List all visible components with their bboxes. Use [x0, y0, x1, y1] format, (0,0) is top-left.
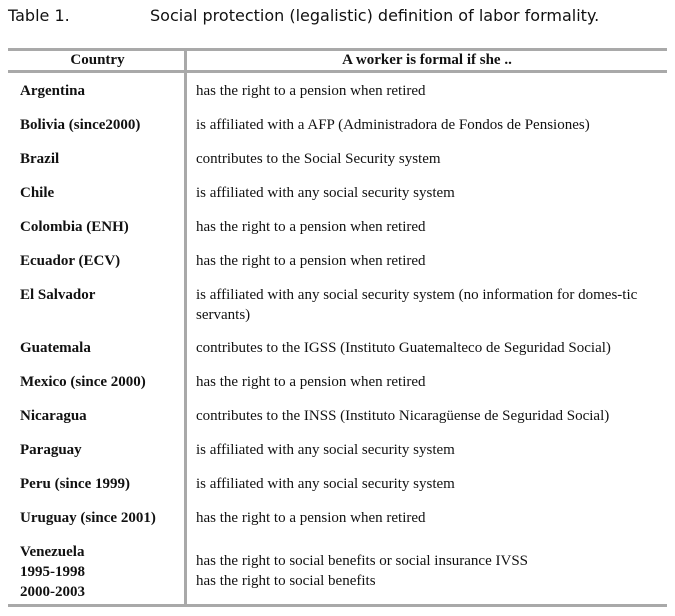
- country-cell: Guatemala: [20, 340, 91, 356]
- table-row: [8, 398, 667, 432]
- definition-cell: has the right to social benefits or social insurance IVSS: [196, 553, 529, 569]
- bottom-rule: [8, 604, 667, 607]
- header-country: Country: [70, 52, 125, 68]
- table-row: [8, 73, 667, 107]
- country-cell: Bolivia (since2000): [20, 117, 141, 133]
- country-cell: Paraguay: [20, 442, 82, 458]
- formality-table: [8, 48, 667, 607]
- period-cell: 2000-2003: [20, 584, 85, 600]
- definition-cell: has the right to a pension when retired: [196, 510, 426, 526]
- header-definition: A worker is formal if she ..: [342, 52, 512, 68]
- country-cell: Mexico (since 2000): [20, 374, 146, 390]
- table-row: [8, 364, 667, 398]
- country-cell: Chile: [20, 185, 55, 201]
- table-title: Social protection (legalistic) definition of labor formality.: [150, 6, 600, 25]
- table-row: [8, 107, 667, 141]
- definition-cell: has the right to a pension when retired: [196, 219, 426, 235]
- table-row: [8, 500, 667, 534]
- country-cell: Nicaragua: [20, 408, 87, 424]
- country-cell: Colombia (ENH): [20, 219, 129, 235]
- country-cell: Brazil: [20, 151, 60, 167]
- table-number: Table 1.: [8, 6, 70, 25]
- definition-cell: is affiliated with any social security system: [196, 476, 455, 492]
- definition-cell: is affiliated with a AFP (Administradora de Fondos de Pensiones): [196, 117, 590, 133]
- definition-cell: has the right to a pension when retired: [196, 374, 426, 390]
- definition-cell: is affiliated with any social security system (no information for domes-tic servants): [196, 287, 638, 323]
- table-row: [8, 330, 667, 364]
- definition-cell: has the right to a pension when retired: [196, 83, 426, 99]
- definition-cell: contributes to the Social Security system: [196, 151, 441, 167]
- column-divider: [184, 48, 187, 607]
- definition-cell: has the right to social benefits: [196, 573, 376, 589]
- definition-cell: contributes to the INSS (Instituto Nicaragüense de Seguridad Social): [196, 408, 610, 424]
- table-row: [8, 175, 667, 209]
- country-cell: Uruguay (since 2001): [20, 510, 156, 526]
- table-row: [8, 243, 667, 277]
- country-cell: Argentina: [20, 83, 85, 99]
- country-cell: Ecuador (ECV): [20, 253, 121, 269]
- country-cell: Peru (since 1999): [20, 476, 130, 492]
- period-cell: 1995-1998: [20, 564, 85, 580]
- definition-cell: is affiliated with any social security system: [196, 442, 455, 458]
- table-row: [8, 141, 667, 175]
- definition-cell: is affiliated with any social security system: [196, 185, 455, 201]
- header-row: [8, 51, 667, 70]
- table-row: [8, 209, 667, 243]
- definition-cell: contributes to the IGSS (Instituto Guatemalteco de Seguridad Social): [196, 340, 611, 356]
- table-row: [8, 466, 667, 500]
- country-cell: El Salvador: [20, 287, 96, 303]
- definition-cell: has the right to a pension when retired: [196, 253, 426, 269]
- table-row-venezuela: [8, 534, 667, 604]
- table-row: [8, 277, 667, 330]
- country-cell: Venezuela: [20, 544, 85, 560]
- table-row: [8, 432, 667, 466]
